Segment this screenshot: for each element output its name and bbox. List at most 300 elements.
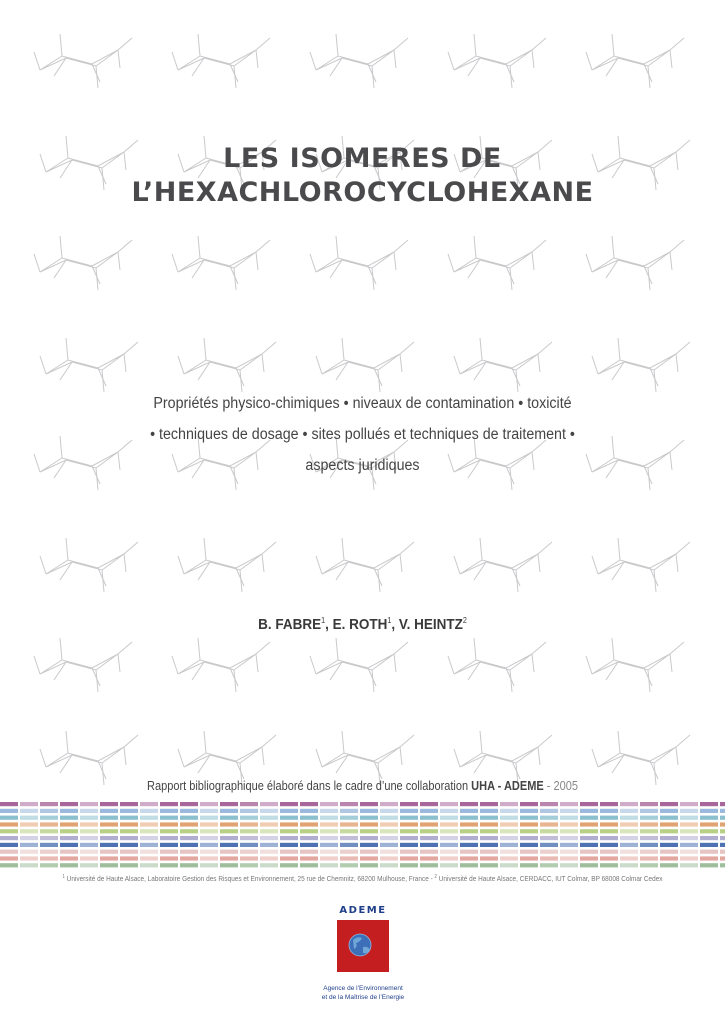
- stripe-segment: [340, 809, 358, 813]
- stripe-segment: [420, 836, 438, 840]
- stripe-segment: [580, 856, 598, 860]
- stripe-segment: [540, 822, 558, 826]
- stripe-segment: [80, 829, 98, 833]
- stripe-segment: [220, 836, 238, 840]
- stripe-segment: [320, 850, 338, 854]
- stripe-segment: [300, 856, 318, 860]
- stripe-segment: [580, 816, 598, 820]
- stripe-segment: [640, 816, 658, 820]
- stripe-segment: [480, 843, 498, 847]
- molecule-shape: [448, 638, 546, 692]
- subtitle-line-2: • techniques de dosage • sites pollués et techniques de traitement •: [150, 426, 575, 443]
- stripe-segment: [660, 863, 678, 867]
- stripe-segment: [140, 850, 158, 854]
- stripe-segment: [300, 802, 318, 806]
- stripe-segment: [0, 850, 18, 854]
- stripe-segment: [440, 802, 458, 806]
- stripe-segment: [620, 843, 638, 847]
- stripe-segment: [600, 802, 618, 806]
- stripe-segment: [660, 850, 678, 854]
- stripe-segment: [400, 829, 418, 833]
- stripe-segment: [540, 850, 558, 854]
- stripe-segment: [680, 843, 698, 847]
- stripe-segment: [60, 843, 78, 847]
- stripe-segment: [500, 856, 518, 860]
- stripe-segment: [300, 822, 318, 826]
- stripe-segment: [260, 802, 278, 806]
- author-affiliation: 1: [321, 616, 326, 625]
- stripe-segment: [460, 822, 478, 826]
- author-name: B. FABRE: [258, 616, 322, 633]
- stripe-segment: [420, 802, 438, 806]
- stripe-segment: [640, 856, 658, 860]
- stripe-segment: [60, 816, 78, 820]
- stripe-segment: [320, 816, 338, 820]
- stripe-segment: [240, 802, 258, 806]
- stripe-segment: [100, 829, 118, 833]
- stripe-segment: [260, 863, 278, 867]
- molecule-shape: [310, 638, 408, 692]
- stripe-segment: [0, 802, 18, 806]
- stripe-segment: [460, 816, 478, 820]
- stripe-segment: [180, 843, 198, 847]
- stripe-segment: [100, 863, 118, 867]
- molecule-shape: [178, 338, 276, 392]
- stripe-segment: [560, 822, 578, 826]
- stripe-segment: [340, 802, 358, 806]
- stripe-segment: [100, 850, 118, 854]
- stripe-segment: [280, 863, 298, 867]
- stripe-segment: [500, 829, 518, 833]
- stripe-segment: [60, 850, 78, 854]
- stripe-segment: [720, 802, 725, 806]
- stripe-segment: [560, 829, 578, 833]
- stripe-segment: [640, 802, 658, 806]
- subtitle: [60, 388, 665, 481]
- color-stripes-band: [0, 802, 725, 872]
- molecule-shape: [310, 34, 408, 88]
- stripe-segment: [400, 843, 418, 847]
- stripe-segment: [340, 863, 358, 867]
- stripe-segment: [660, 843, 678, 847]
- stripe-segment: [540, 829, 558, 833]
- stripe-segment: [100, 856, 118, 860]
- stripe-segment: [200, 836, 218, 840]
- stripe-segment: [720, 836, 725, 840]
- stripe-segment: [180, 809, 198, 813]
- stripe-segment: [440, 856, 458, 860]
- stripe-segment: [340, 829, 358, 833]
- stripe-segment: [220, 843, 238, 847]
- report-description: [44, 779, 682, 793]
- stripe-segment: [560, 856, 578, 860]
- title-line-1: LES ISOMERES DE: [223, 143, 502, 174]
- stripe-segment: [280, 809, 298, 813]
- stripe-segment: [480, 829, 498, 833]
- stripe-segment: [500, 843, 518, 847]
- molecule-shape: [454, 731, 552, 785]
- stripe-segment: [100, 836, 118, 840]
- stripe-segment: [120, 843, 138, 847]
- logo-tagline: [303, 984, 423, 1002]
- stripe-segment: [420, 863, 438, 867]
- stripe-segment: [500, 863, 518, 867]
- logo-red-square: [337, 920, 389, 972]
- stripe-segment: [640, 863, 658, 867]
- stripe-segment: [700, 856, 718, 860]
- stripe-segment: [200, 856, 218, 860]
- stripe-segment: [160, 843, 178, 847]
- stripe-segment: [140, 816, 158, 820]
- stripe-segment: [480, 822, 498, 826]
- stripe-segment: [360, 843, 378, 847]
- stripe-segment: [340, 836, 358, 840]
- stripe-segment: [560, 843, 578, 847]
- stripe-segment: [400, 809, 418, 813]
- stripe-segment: [480, 856, 498, 860]
- stripe-segment: [700, 802, 718, 806]
- stripe-segment: [340, 856, 358, 860]
- stripe-segment: [580, 836, 598, 840]
- stripe-segment: [460, 836, 478, 840]
- author-name: E. ROTH: [332, 616, 388, 633]
- molecule-shape: [316, 338, 414, 392]
- stripe-segment: [20, 836, 38, 840]
- stripe-segment: [700, 843, 718, 847]
- stripe-segment: [680, 829, 698, 833]
- stripe-segment: [720, 850, 725, 854]
- molecule-shape: [592, 338, 690, 392]
- stripe-segment: [700, 816, 718, 820]
- molecule-shape: [310, 236, 408, 290]
- stripe-segment: [560, 850, 578, 854]
- stripe-segment: [220, 829, 238, 833]
- stripe-segment: [160, 822, 178, 826]
- stripe-segment: [660, 856, 678, 860]
- molecule-shape: [316, 731, 414, 785]
- stripe-segment: [20, 822, 38, 826]
- stripe-segment: [540, 856, 558, 860]
- author-name: V. HEINTZ: [398, 616, 463, 633]
- stripe-segment: [160, 856, 178, 860]
- stripe-segment: [680, 850, 698, 854]
- stripe-segment: [260, 816, 278, 820]
- stripe-segment: [40, 843, 58, 847]
- stripe-segment: [360, 863, 378, 867]
- stripe-segment: [20, 863, 38, 867]
- stripe-segment: [420, 809, 438, 813]
- stripe-segment: [220, 850, 238, 854]
- stripe-segment: [120, 816, 138, 820]
- stripe-segment: [700, 829, 718, 833]
- authors: B. FABRE$^1$, E. ROTH$^1$, V. HEINTZ$^2$: [258, 616, 467, 633]
- stripe-segment: [620, 856, 638, 860]
- stripe-segment: [360, 829, 378, 833]
- stripe-segment: [300, 829, 318, 833]
- stripe-segment: [520, 822, 538, 826]
- stripe-segment: [60, 836, 78, 840]
- stripe-segment: [580, 863, 598, 867]
- stripe-segment: [20, 843, 38, 847]
- stripe-segment: [280, 856, 298, 860]
- stripe-segment: [440, 863, 458, 867]
- stripe-segment: [160, 829, 178, 833]
- stripe-segment: [360, 809, 378, 813]
- stripe-segment: [160, 863, 178, 867]
- stripe-segment: [20, 809, 38, 813]
- stripe-segment: [300, 809, 318, 813]
- molecule-shape: [586, 236, 684, 290]
- stripe-segment: [340, 822, 358, 826]
- stripe-segment: [80, 856, 98, 860]
- stripe-segment: [580, 850, 598, 854]
- stripe-segment: [660, 836, 678, 840]
- stripe-segment: [580, 843, 598, 847]
- stripe-segment: [680, 809, 698, 813]
- stripe-segment: [600, 843, 618, 847]
- stripe-segment: [520, 809, 538, 813]
- stripe-segment: [180, 856, 198, 860]
- stripe-segment: [400, 822, 418, 826]
- stripe-segment: [640, 836, 658, 840]
- stripe-segment: [240, 822, 258, 826]
- molecule-shape: [448, 236, 546, 290]
- stripe-segment: [0, 816, 18, 820]
- report-partners: UHA - ADEME: [471, 779, 544, 793]
- molecule-shape: [40, 538, 138, 592]
- stripe-segment: [260, 836, 278, 840]
- stripe-segment: [720, 816, 725, 820]
- stripe-segment: [400, 836, 418, 840]
- stripe-segment: [300, 843, 318, 847]
- stripe-segment: [40, 863, 58, 867]
- stripe-segment: [220, 809, 238, 813]
- stripe-segment: [720, 863, 725, 867]
- stripe-segment: [120, 863, 138, 867]
- stripe-segment: [420, 816, 438, 820]
- stripe-segment: [140, 836, 158, 840]
- stripe-segment: [140, 843, 158, 847]
- stripe-segment: [680, 856, 698, 860]
- stripe-segment: [460, 856, 478, 860]
- stripe-segment: [520, 802, 538, 806]
- logo-tagline-line-2: et de la Maîtrise de l’Energie: [321, 994, 405, 1001]
- stripe-segment: [520, 836, 538, 840]
- stripe-segment: [120, 809, 138, 813]
- stripe-segment: [600, 822, 618, 826]
- stripe-segment: [240, 863, 258, 867]
- globe-icon: [337, 920, 389, 972]
- stripe-segment: [600, 863, 618, 867]
- stripe-segment: [380, 856, 398, 860]
- stripe-segment: [660, 809, 678, 813]
- stripe-segment: [420, 829, 438, 833]
- stripe-segment: [260, 809, 278, 813]
- stripe-segment: [560, 836, 578, 840]
- stripe-segment: [20, 856, 38, 860]
- stripe-segment: [120, 856, 138, 860]
- stripe-segment: [620, 850, 638, 854]
- molecule-shape: [454, 538, 552, 592]
- stripe-segment: [480, 816, 498, 820]
- stripe-segment: [540, 816, 558, 820]
- stripe-segment: [520, 829, 538, 833]
- stripe-segment: [580, 809, 598, 813]
- stripe-segment: [680, 863, 698, 867]
- stripe-segment: [580, 829, 598, 833]
- stripe-segment: [300, 816, 318, 820]
- stripe-segment: [520, 856, 538, 860]
- stripe-segment: [260, 856, 278, 860]
- stripe-segment: [80, 850, 98, 854]
- stripe-segment: [460, 863, 478, 867]
- stripe-segment: [420, 856, 438, 860]
- stripe-segment: [40, 809, 58, 813]
- stripe-segment: [440, 822, 458, 826]
- stripe-segment: [440, 809, 458, 813]
- stripe-segment: [160, 809, 178, 813]
- stripe-segment: [160, 850, 178, 854]
- affiliation-2: Université de Haute Alsace, CERDACC, IUT Colmar, BP 68008 Colmar Cedex: [438, 874, 663, 883]
- stripe-segment: [720, 809, 725, 813]
- stripe-segment: [480, 836, 498, 840]
- stripe-segment: [0, 856, 18, 860]
- stripe-segment: [140, 829, 158, 833]
- stripe-segment: [180, 822, 198, 826]
- stripe-segment: [540, 863, 558, 867]
- stripe-segment: [80, 822, 98, 826]
- stripe-segment: [60, 802, 78, 806]
- stripe-segment: [60, 809, 78, 813]
- stripe-segment: [0, 836, 18, 840]
- stripe-segment: [460, 843, 478, 847]
- stripe-segment: [20, 816, 38, 820]
- stripe-segment: [220, 856, 238, 860]
- stripe-segment: [540, 843, 558, 847]
- stripe-segment: [360, 850, 378, 854]
- stripe-segment: [160, 816, 178, 820]
- stripe-segment: [500, 822, 518, 826]
- stripe-segment: [240, 809, 258, 813]
- stripe-segment: [440, 850, 458, 854]
- stripe-segment: [300, 863, 318, 867]
- stripe-segment: [540, 836, 558, 840]
- stripe-segment: [360, 856, 378, 860]
- stripe-segment: [540, 809, 558, 813]
- stripe-segment: [560, 863, 578, 867]
- stripe-segment: [640, 822, 658, 826]
- stripe-segment: [340, 816, 358, 820]
- stripe-segment: [240, 850, 258, 854]
- stripe-segment: [680, 822, 698, 826]
- ademe-logo: [303, 905, 423, 1002]
- stripe-segment: [280, 829, 298, 833]
- stripe-segment: [480, 863, 498, 867]
- stripe-segment: [140, 822, 158, 826]
- stripe-segment: [460, 802, 478, 806]
- molecule-shape: [448, 34, 546, 88]
- stripe-segment: [600, 856, 618, 860]
- report-separator: -: [543, 779, 554, 793]
- stripe-segment: [200, 809, 218, 813]
- stripe-segment: [320, 836, 338, 840]
- document-title: [0, 142, 725, 210]
- stripe-segment: [660, 829, 678, 833]
- stripe-segment: [0, 809, 18, 813]
- molecule-shape: [34, 34, 132, 88]
- stripe-segment: [20, 829, 38, 833]
- stripe-segment: [380, 802, 398, 806]
- stripe-segment: [500, 836, 518, 840]
- stripe-segment: [200, 850, 218, 854]
- stripe-segment: [220, 822, 238, 826]
- report-text: Rapport bibliographique élaboré dans le cadre d’une collaboration: [147, 779, 469, 793]
- stripe-segment: [40, 816, 58, 820]
- stripe-segment: [180, 816, 198, 820]
- stripe-segment: [80, 802, 98, 806]
- stripe-segment: [140, 809, 158, 813]
- stripe-segment: [260, 822, 278, 826]
- report-year: 2005: [553, 779, 578, 793]
- stripe-segment: [180, 829, 198, 833]
- stripe-segment: [700, 809, 718, 813]
- stripe-segment: [700, 822, 718, 826]
- stripe-segment: [460, 850, 478, 854]
- stripe-segment: [320, 802, 338, 806]
- stripe-segment: [220, 816, 238, 820]
- stripe-segment: [280, 822, 298, 826]
- molecule-shape: [172, 34, 270, 88]
- stripe-segment: [640, 829, 658, 833]
- stripe-segment: [100, 822, 118, 826]
- stripe-segment: [720, 856, 725, 860]
- stripe-segment: [160, 836, 178, 840]
- stripe-segment: [680, 802, 698, 806]
- stripe-segment: [0, 822, 18, 826]
- stripe-segment: [700, 850, 718, 854]
- stripe-segment: [360, 836, 378, 840]
- stripe-segment: [360, 816, 378, 820]
- stripe-segment: [540, 802, 558, 806]
- stripe-segment: [220, 802, 238, 806]
- stripe-segment: [680, 836, 698, 840]
- stripe-segment: [260, 850, 278, 854]
- author-affiliation: 1: [387, 616, 392, 625]
- stripe-segment: [380, 816, 398, 820]
- stripe-segment: [620, 816, 638, 820]
- affiliation-1: Université de Haute Alsace, Laboratoire Gestion des Risques et Environnement, 25 rue de Chemnitz, 68200 Mulhouse, France -: [66, 874, 435, 883]
- stripe-segment: [460, 809, 478, 813]
- molecule-shape: [178, 538, 276, 592]
- stripe-segment: [40, 802, 58, 806]
- stripe-segment: [200, 843, 218, 847]
- stripe-segment: [360, 802, 378, 806]
- stripe-segment: [440, 816, 458, 820]
- stripe-segment: [280, 836, 298, 840]
- stripe-segment: [400, 802, 418, 806]
- stripe-segment: [300, 836, 318, 840]
- stripe-segment: [240, 829, 258, 833]
- stripe-segment: [40, 822, 58, 826]
- stripe-segment: [200, 863, 218, 867]
- title-line-2: L’HEXACHLOROCYCLOHEXANE: [131, 177, 594, 208]
- stripe-segment: [520, 843, 538, 847]
- stripe-segment: [80, 809, 98, 813]
- stripe-segment: [200, 816, 218, 820]
- stripe-segment: [100, 802, 118, 806]
- stripe-segment: [180, 802, 198, 806]
- stripe-segment: [60, 822, 78, 826]
